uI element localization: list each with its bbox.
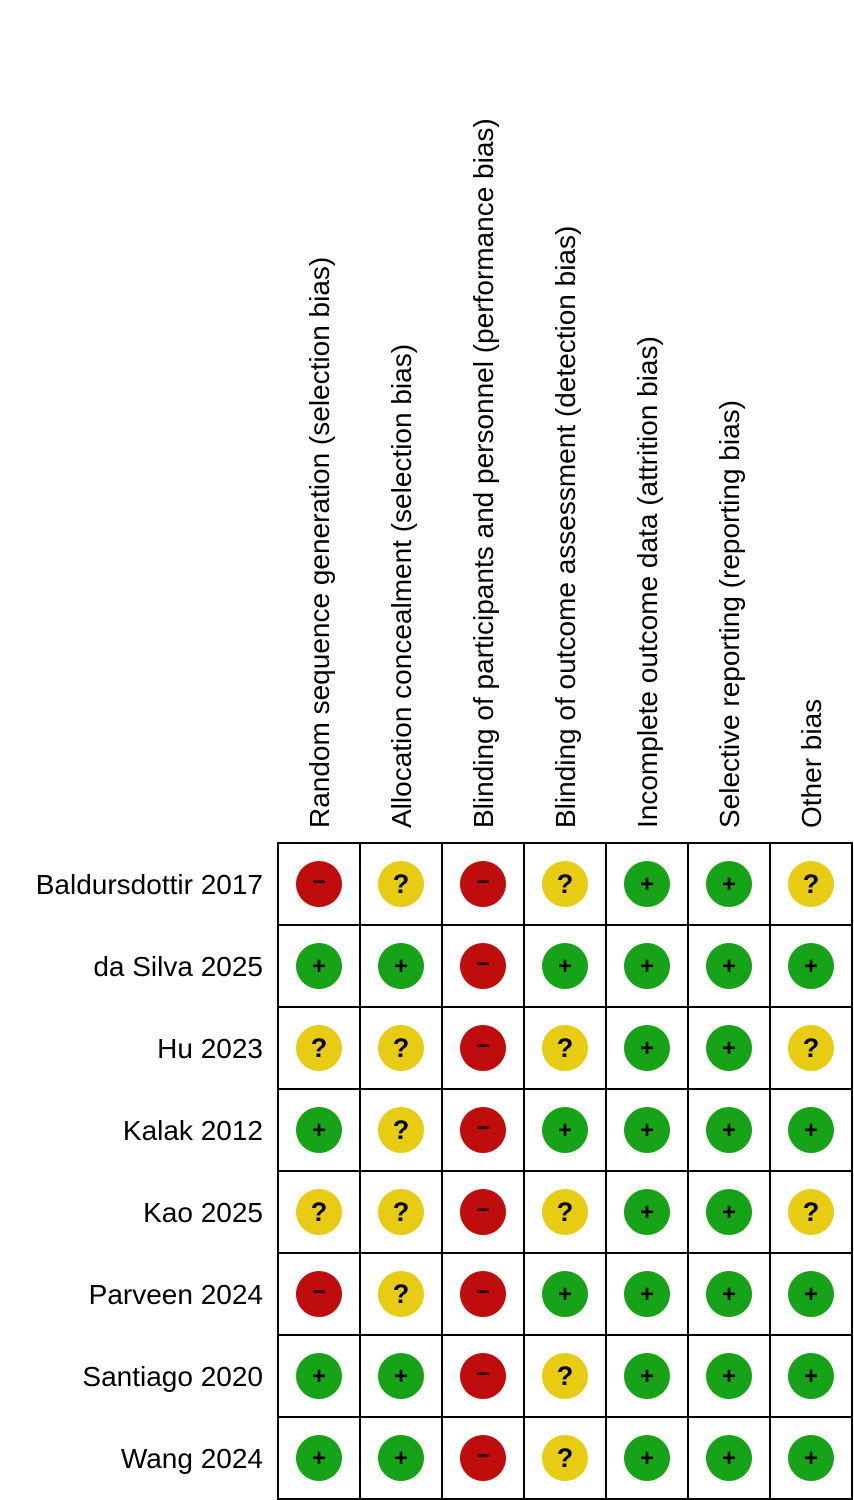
unclear-risk-symbol: ?: [556, 869, 574, 899]
study-label-kao-2025: Kao 2025: [143, 1197, 263, 1228]
high-risk-symbol: −: [476, 869, 490, 894]
cell-santiago-2020-incomplete-outcome-data-attrition-bias: [606, 1335, 688, 1417]
low-risk-symbol: +: [557, 953, 573, 980]
cell-baldursdottir-2017-other-bias: [770, 843, 852, 925]
study-label-santiago-2020: Santiago 2020: [82, 1361, 263, 1392]
cell-kao-2025-allocation-concealment-selection-bias: [360, 1171, 442, 1253]
cell-parveen-2024-selective-reporting-reporting-bias: [688, 1253, 770, 1335]
low-risk-symbol: +: [721, 953, 737, 980]
cell-santiago-2020-allocation-concealment-selection-bias: [360, 1335, 442, 1417]
cell-baldursdottir-2017-incomplete-outcome-data-attrition-bias: [606, 843, 688, 925]
cell-da-silva-2025-blinding-of-participants-and-personnel-performance-bias: [442, 925, 524, 1007]
low-risk-symbol: +: [393, 1445, 409, 1472]
low-risk-symbol: +: [721, 1281, 737, 1308]
cell-parveen-2024-incomplete-outcome-data-attrition-bias: [606, 1253, 688, 1335]
low-risk-symbol: +: [311, 1117, 327, 1144]
cell-wang-2024-incomplete-outcome-data-attrition-bias: [606, 1417, 688, 1499]
cell-parveen-2024-other-bias: [770, 1253, 852, 1335]
cell-hu-2023-blinding-of-participants-and-personnel-performance-bias: [442, 1007, 524, 1089]
cell-baldursdottir-2017-allocation-concealment-selection-bias: [360, 843, 442, 925]
cell-kalak-2012-blinding-of-participants-and-personnel-performance-bias: [442, 1089, 524, 1171]
cell-hu-2023-incomplete-outcome-data-attrition-bias: [606, 1007, 688, 1089]
cell-kao-2025-incomplete-outcome-data-attrition-bias: [606, 1171, 688, 1253]
unclear-risk-symbol: ?: [310, 1197, 328, 1227]
high-risk-symbol: −: [476, 1361, 490, 1386]
cell-parveen-2024-blinding-of-participants-and-personnel-performance-bias: [442, 1253, 524, 1335]
low-risk-symbol: +: [721, 1199, 737, 1226]
study-label-da-silva-2025: da Silva 2025: [93, 951, 263, 982]
low-risk-symbol: +: [721, 1445, 737, 1472]
cell-da-silva-2025-blinding-of-outcome-assessment-detection-bias: [524, 925, 606, 1007]
unclear-risk-symbol: ?: [556, 1033, 574, 1063]
unclear-risk-symbol: ?: [802, 1197, 820, 1227]
high-risk-symbol: −: [476, 1197, 490, 1222]
low-risk-symbol: +: [557, 1281, 573, 1308]
cell-baldursdottir-2017-selective-reporting-reporting-bias: [688, 843, 770, 925]
study-labels: [36, 869, 263, 1474]
cell-da-silva-2025-selective-reporting-reporting-bias: [688, 925, 770, 1007]
cell-santiago-2020-random-sequence-generation-selection-bias: [278, 1335, 360, 1417]
cell-wang-2024-blinding-of-outcome-assessment-detection-bias: [524, 1417, 606, 1499]
low-risk-symbol: +: [803, 1281, 819, 1308]
low-risk-symbol: +: [557, 1117, 573, 1144]
domain-label-other-bias: Other bias: [796, 698, 827, 828]
low-risk-symbol: +: [803, 953, 819, 980]
cell-santiago-2020-other-bias: [770, 1335, 852, 1417]
cell-parveen-2024-random-sequence-generation-selection-bias: [278, 1253, 360, 1335]
cell-hu-2023-random-sequence-generation-selection-bias: [278, 1007, 360, 1089]
cell-kalak-2012-other-bias: [770, 1089, 852, 1171]
low-risk-symbol: +: [311, 1445, 327, 1472]
high-risk-symbol: −: [312, 869, 326, 894]
unclear-risk-symbol: ?: [392, 1197, 410, 1227]
low-risk-symbol: +: [803, 1445, 819, 1472]
cell-kalak-2012-incomplete-outcome-data-attrition-bias: [606, 1089, 688, 1171]
unclear-risk-symbol: ?: [392, 869, 410, 899]
study-label-hu-2023: Hu 2023: [157, 1033, 263, 1064]
high-risk-symbol: −: [476, 1443, 490, 1468]
low-risk-symbol: +: [639, 1199, 655, 1226]
cell-da-silva-2025-incomplete-outcome-data-attrition-bias: [606, 925, 688, 1007]
study-label-baldursdottir-2017: Baldursdottir 2017: [35, 869, 263, 900]
low-risk-symbol: +: [639, 953, 655, 980]
domain-label-blinding-of-outcome-assessment-detection-bias: Blinding of outcome assessment (detection bias): [550, 225, 581, 828]
cell-kao-2025-random-sequence-generation-selection-bias: [278, 1171, 360, 1253]
cell-da-silva-2025-random-sequence-generation-selection-bias: [278, 925, 360, 1007]
cell-baldursdottir-2017-blinding-of-participants-and-personnel-performance-bias: [442, 843, 524, 925]
domain-label-incomplete-outcome-data-attrition-bias: Incomplete outcome data (attrition bias): [632, 336, 663, 828]
cell-hu-2023-other-bias: [770, 1007, 852, 1089]
study-label-wang-2024: Wang 2024: [120, 1443, 263, 1474]
cell-parveen-2024-blinding-of-outcome-assessment-detection-bias: [524, 1253, 606, 1335]
low-risk-symbol: +: [393, 953, 409, 980]
cell-hu-2023-allocation-concealment-selection-bias: [360, 1007, 442, 1089]
low-risk-symbol: +: [639, 1117, 655, 1144]
domain-label-selective-reporting-reporting-bias: Selective reporting (reporting bias): [714, 400, 745, 828]
low-risk-symbol: +: [639, 1035, 655, 1062]
cell-kalak-2012-random-sequence-generation-selection-bias: [278, 1089, 360, 1171]
cell-kalak-2012-allocation-concealment-selection-bias: [360, 1089, 442, 1171]
low-risk-symbol: +: [311, 1363, 327, 1390]
judgement-grid: [278, 843, 852, 1499]
cell-hu-2023-selective-reporting-reporting-bias: [688, 1007, 770, 1089]
unclear-risk-symbol: ?: [310, 1033, 328, 1063]
unclear-risk-symbol: ?: [556, 1197, 574, 1227]
study-label-kalak-2012: Kalak 2012: [122, 1115, 263, 1146]
low-risk-symbol: +: [803, 1363, 819, 1390]
cell-hu-2023-blinding-of-outcome-assessment-detection-bias: [524, 1007, 606, 1089]
low-risk-symbol: +: [639, 871, 655, 898]
unclear-risk-symbol: ?: [802, 1033, 820, 1063]
unclear-risk-symbol: ?: [392, 1115, 410, 1145]
low-risk-symbol: +: [639, 1281, 655, 1308]
study-label-parveen-2024: Parveen 2024: [88, 1279, 263, 1310]
cell-wang-2024-other-bias: [770, 1417, 852, 1499]
low-risk-symbol: +: [721, 1035, 737, 1062]
unclear-risk-symbol: ?: [556, 1361, 574, 1391]
cell-da-silva-2025-allocation-concealment-selection-bias: [360, 925, 442, 1007]
cell-wang-2024-blinding-of-participants-and-personnel-performance-bias: [442, 1417, 524, 1499]
cell-parveen-2024-allocation-concealment-selection-bias: [360, 1253, 442, 1335]
cell-kao-2025-selective-reporting-reporting-bias: [688, 1171, 770, 1253]
high-risk-symbol: −: [312, 1279, 326, 1304]
cell-kao-2025-blinding-of-participants-and-personnel-performance-bias: [442, 1171, 524, 1253]
domain-label-random-sequence-generation-selection-bias: Random sequence generation (selection bias): [304, 256, 335, 828]
cell-kalak-2012-selective-reporting-reporting-bias: [688, 1089, 770, 1171]
high-risk-symbol: −: [476, 1279, 490, 1304]
domain-label-blinding-of-participants-and-personnel-performance-bias: Blinding of participants and personnel (performance bias): [468, 118, 499, 828]
cell-wang-2024-selective-reporting-reporting-bias: [688, 1417, 770, 1499]
unclear-risk-symbol: ?: [392, 1033, 410, 1063]
cell-kao-2025-blinding-of-outcome-assessment-detection-bias: [524, 1171, 606, 1253]
high-risk-symbol: −: [476, 1115, 490, 1140]
cell-santiago-2020-selective-reporting-reporting-bias: [688, 1335, 770, 1417]
unclear-risk-symbol: ?: [556, 1443, 574, 1473]
low-risk-symbol: +: [721, 871, 737, 898]
low-risk-symbol: +: [639, 1363, 655, 1390]
low-risk-symbol: +: [639, 1445, 655, 1472]
low-risk-symbol: +: [803, 1117, 819, 1144]
unclear-risk-symbol: ?: [802, 869, 820, 899]
low-risk-symbol: +: [721, 1117, 737, 1144]
cell-kao-2025-other-bias: [770, 1171, 852, 1253]
low-risk-symbol: +: [721, 1363, 737, 1390]
high-risk-symbol: −: [476, 1033, 490, 1058]
cell-wang-2024-allocation-concealment-selection-bias: [360, 1417, 442, 1499]
cell-da-silva-2025-other-bias: [770, 925, 852, 1007]
domain-label-allocation-concealment-selection-bias: Allocation concealment (selection bias): [386, 343, 417, 828]
cell-kalak-2012-blinding-of-outcome-assessment-detection-bias: [524, 1089, 606, 1171]
low-risk-symbol: +: [393, 1363, 409, 1390]
cell-baldursdottir-2017-blinding-of-outcome-assessment-detection-bias: [524, 843, 606, 925]
cell-baldursdottir-2017-random-sequence-generation-selection-bias: [278, 843, 360, 925]
domain-labels: [304, 118, 827, 828]
unclear-risk-symbol: ?: [392, 1279, 410, 1309]
cell-santiago-2020-blinding-of-participants-and-personnel-performance-bias: [442, 1335, 524, 1417]
low-risk-symbol: +: [311, 953, 327, 980]
cell-santiago-2020-blinding-of-outcome-assessment-detection-bias: [524, 1335, 606, 1417]
cell-wang-2024-random-sequence-generation-selection-bias: [278, 1417, 360, 1499]
high-risk-symbol: −: [476, 951, 490, 976]
